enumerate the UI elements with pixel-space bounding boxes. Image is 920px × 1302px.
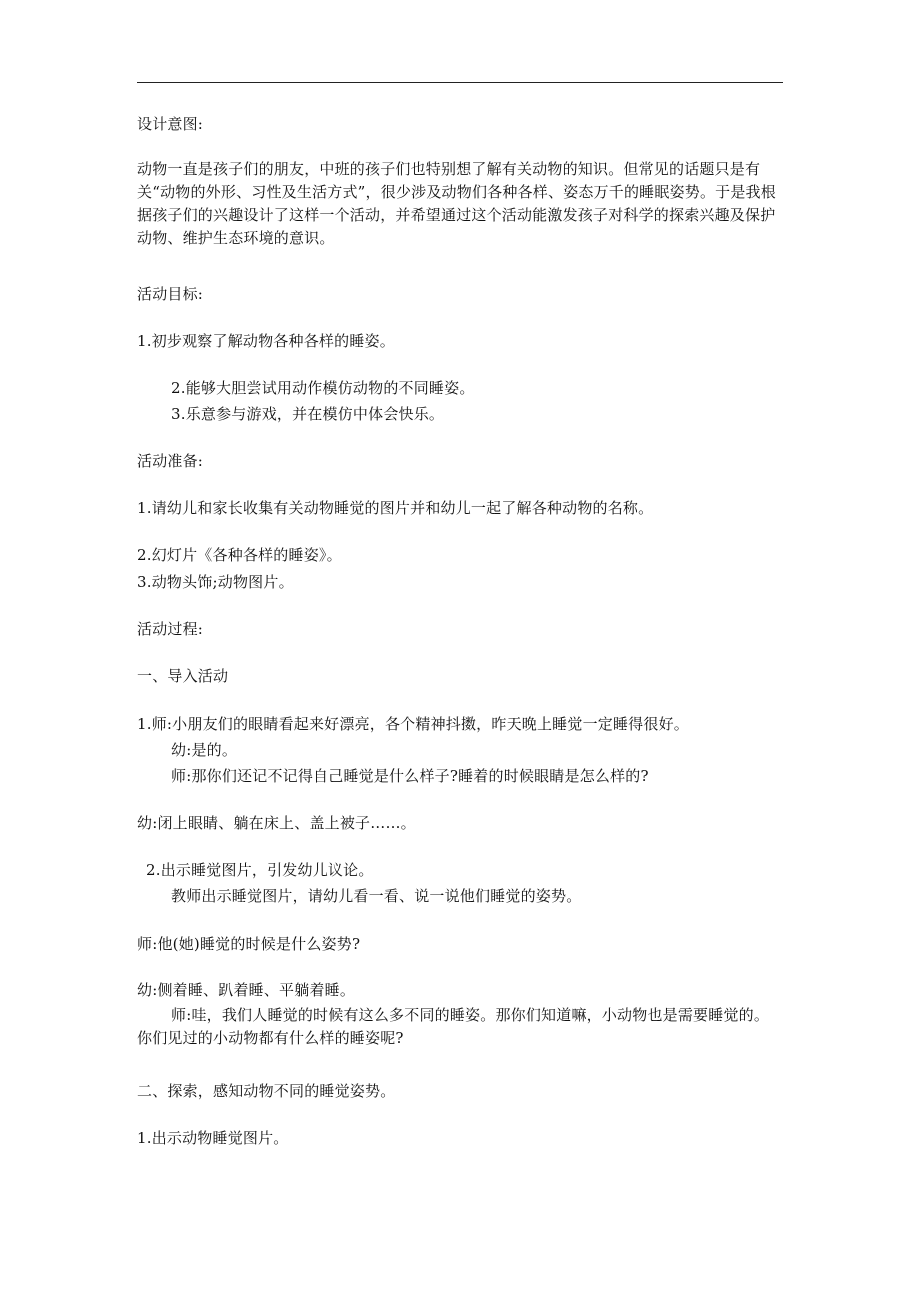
goal-item-2: 2.能够大胆尝试用动作模仿动物的不同睡姿。 bbox=[171, 379, 475, 397]
dialogue-line: 教师出示睡觉图片，请幼儿看一看、说一说他们睡觉的姿势。 bbox=[171, 887, 582, 905]
section-heading-explore: 二、探索，感知动物不同的睡觉姿势。 bbox=[137, 1082, 396, 1100]
dialogue-line: 幼:是的。 bbox=[171, 741, 238, 759]
dialogue-line: 师:那你们还记不记得自己睡觉是什么样子?睡着的时候眼睛是怎么样的? bbox=[171, 767, 649, 785]
explore-item-1: 1.出示动物睡觉图片。 bbox=[137, 1129, 289, 1147]
heading-design-intent: 设计意图: bbox=[137, 115, 204, 133]
dialogue-line: 师:他(她)睡觉的时候是什么姿势? bbox=[137, 935, 361, 953]
paragraph-design-intent: 动物一直是孩子们的朋友，中班的孩子们也特别想了解有关动物的知识。但常见的话题只是有关“动物的外形、习性及生活方式”，很少涉及动物们各种各样、姿态万千的睡眠姿势。于是我根据孩子们的兴趣设计了这样一个活动，并希望通过这个活动能激发孩子对科学的探索兴趣及保护动物、维护生态环境的意识。 bbox=[137, 160, 776, 247]
dialogue-line: 幼:侧着睡、趴着睡、平躺着睡。 bbox=[137, 981, 356, 999]
dialogue-line: 幼:闭上眼睛、躺在床上、盖上被子……。 bbox=[137, 814, 416, 832]
goal-item-3: 3.乐意参与游戏，并在模仿中体会快乐。 bbox=[171, 405, 445, 423]
section-heading-intro: 一、导入活动 bbox=[137, 667, 229, 685]
goal-item-1: 1.初步观察了解动物各种各样的睡姿。 bbox=[137, 332, 395, 350]
preparation-item-1: 1.请幼儿和家长收集有关动物睡觉的图片并和幼儿一起了解各种动物的名称。 bbox=[137, 499, 654, 517]
dialogue-line: 1.师:小朋友们的眼睛看起来好漂亮，各个精神抖擞，昨天晚上睡觉一定睡得很好。 bbox=[137, 715, 689, 733]
dialogue-paragraph: 师:哇，我们人睡觉的时候有这么多不同的睡姿。那你们知道嘛，小动物也是需要睡觉的。你们见过的小动物都有什么样的睡姿呢? bbox=[137, 1006, 770, 1047]
step-item-2: 2.出示睡觉图片，引发幼儿议论。 bbox=[146, 861, 374, 879]
preparation-item-3: 3.动物头饰;动物图片。 bbox=[137, 573, 294, 591]
header-rule bbox=[137, 82, 783, 83]
heading-activity-process: 活动过程: bbox=[137, 620, 204, 638]
preparation-item-2: 2.幻灯片《各种各样的睡姿》。 bbox=[137, 546, 342, 564]
heading-activity-goals: 活动目标: bbox=[137, 285, 204, 303]
heading-activity-preparation: 活动准备: bbox=[137, 452, 204, 470]
